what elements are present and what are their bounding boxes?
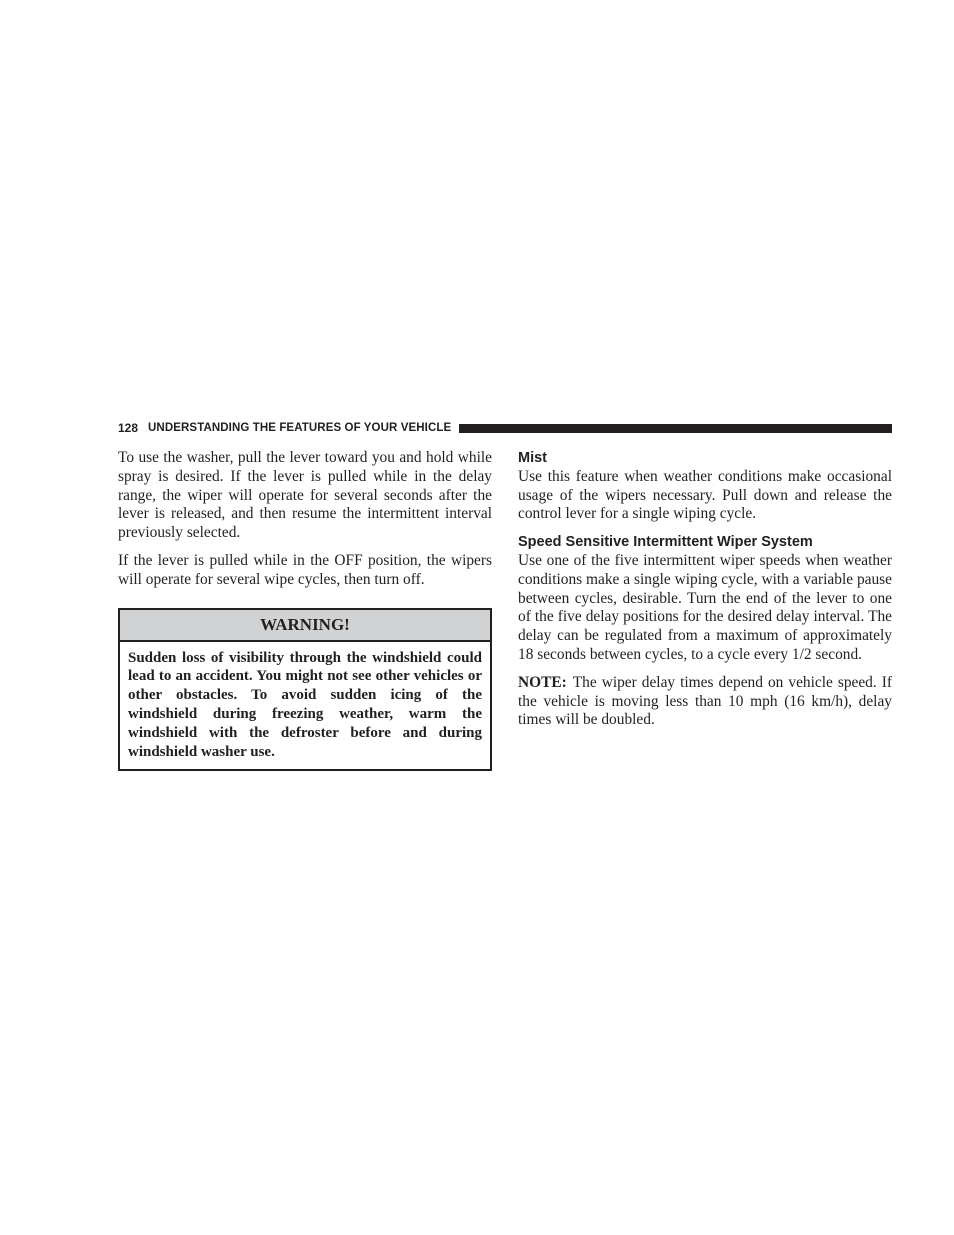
note-text: The wiper delay times depend on vehicle speed. If the vehicle is moving less than 10 mph (16 km/h), delay times will be doubled. <box>518 673 892 729</box>
note-paragraph <box>518 674 892 730</box>
header-rule <box>459 424 892 433</box>
speed-sensitive-paragraph: Use one of the five intermittent wiper speeds when weather conditions make a single wiping cycle, with a variable pause between cycles, desirable. Turn the end of the lever to one of the five delay positions for the desired delay interval. The delay can be regulated from a maximum of approximately 18 seconds between cycles, to a cycle every 1/2 second. <box>518 551 892 663</box>
warning-title: WARNING! <box>120 610 490 642</box>
page-header <box>118 420 892 436</box>
speed-sensitive-heading: Speed Sensitive Intermittent Wiper System <box>518 534 813 551</box>
section-title: UNDERSTANDING THE FEATURES OF YOUR VEHICLE <box>148 422 452 434</box>
page-number: 128 <box>118 421 139 435</box>
left-column <box>118 449 492 771</box>
note-label: NOTE: <box>518 673 567 691</box>
right-column <box>518 449 892 739</box>
warning-body: Sudden loss of visibility through the windshield could lead to an accident. You might not see other vehicles or other obstacles. To avoid sudden icing of the windshield during freezing weather, warm the windshield with the defroster before and during windshield washer use. <box>128 649 482 760</box>
off-position-paragraph: If the lever is pulled while in the OFF position, the wipers will operate for several wipe cycles, then turn off. <box>118 551 492 588</box>
warning-box <box>118 608 492 772</box>
mist-paragraph: Use this feature when weather conditions make occasional usage of the wipers necessary. Pull down and release the control lever for a single wiping cycle. <box>518 467 892 523</box>
washer-paragraph: To use the washer, pull the lever toward you and hold while spray is desired. If the lever is pulled while in the delay range, the wiper will operate for several seconds after the lever is released, and then resume the intermittent interval previously selected. <box>118 449 492 542</box>
mist-heading: Mist <box>518 450 547 466</box>
